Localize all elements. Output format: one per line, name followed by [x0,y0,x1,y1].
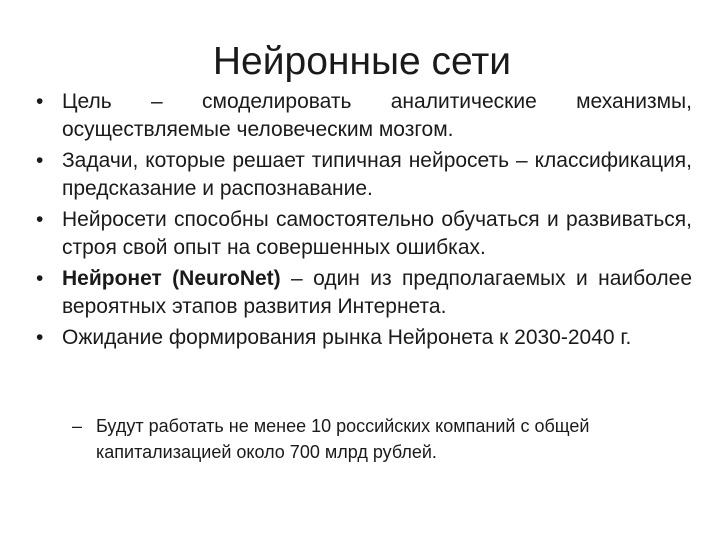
bullet-mark: • [36,208,44,231]
bullet-item-tasks [36,147,692,202]
bullet-text: Нейросети способны самостоятельно обучаться и развиваться, строя свой опыт на совершенных ошибках. [62,208,692,259]
bullet-mark: • [36,267,44,290]
bullet-mark: • [36,90,44,113]
bullet-item-goal [36,88,692,143]
bullet-item-neuronet [36,265,692,320]
bullet-mark: • [36,149,44,172]
bullet-mark: • [36,326,44,349]
bullet-text: Цель – смоделировать аналитические механизмы, осуществляемые человеческим мозгом. [62,90,692,141]
sub-bullet-mark: – [72,416,83,436]
bullet-item-learning [36,206,692,261]
bullet-text: Задачи, которые решает типичная нейросеть – классификация, предсказание и распознавание. [62,149,692,200]
sub-bullet-item [72,413,694,465]
bullet-text: Ожидание формирования рынка Нейронета к 2030-2040 г. [62,326,632,349]
slide-title: Нейронные сети [212,40,512,83]
bullet-item-market [36,324,692,352]
bullet-text: – один из предполагаемых и наиболее вероятных этапов развития Интернета. [62,267,692,318]
sub-bullet-list [72,413,694,465]
bullet-bold-paren: (NeuroNet) [172,267,281,290]
bullet-bold-term: Нейронет [62,267,162,290]
bullet-list [36,88,692,356]
sub-bullet-text: Будут работать не менее 10 российских компаний с общей капитализацией около 700 млрд рублей. [96,416,590,462]
